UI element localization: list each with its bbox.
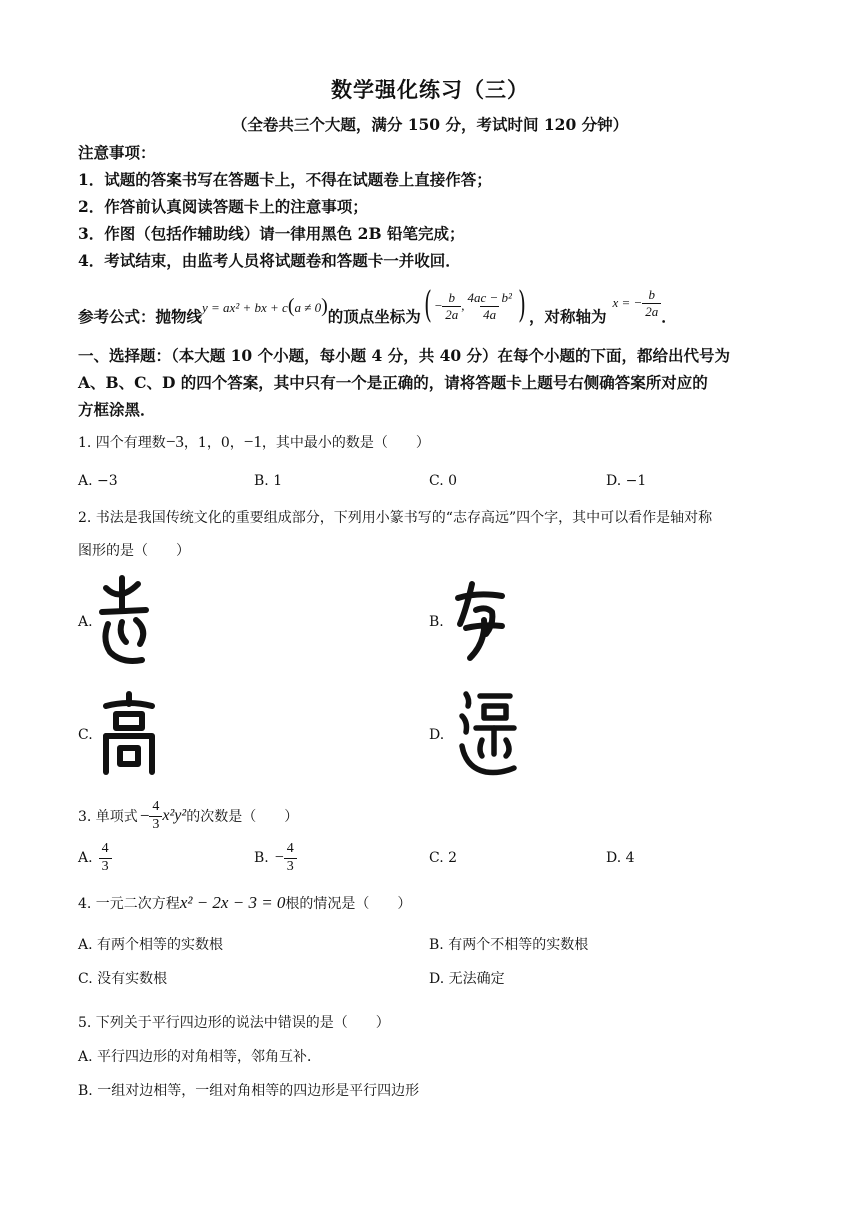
note-item: 2．作答前认真阅读答题卡上的注意事项；: [78, 197, 368, 216]
vertex-label: 的顶点坐标为: [327, 307, 421, 326]
section-heading: 一、选择题：（本大题 10 个小题，每小题 4 分，共 40 分）在每个小题的下面，都给出代号为: [78, 346, 731, 365]
axis-lhs: x = −: [612, 295, 643, 310]
q1-stem-text: 1. 四个有理数: [78, 435, 166, 451]
q1-stem-text: ，1，0，: [183, 435, 244, 451]
parabola-equation: y = ax² + bx + c(a ≠ 0): [202, 294, 328, 317]
q3-stem-text: 的次数是（ ）: [186, 809, 299, 825]
option-d[interactable]: D. 无法确定: [429, 971, 505, 987]
question-3-stem: 3. 单项式 − $\frac{4}{3}$ x²y² 的次数是（ ）: [78, 798, 299, 832]
seal-character-cun-image: [452, 580, 508, 664]
option-a[interactable]: [78, 838, 112, 878]
question-5-stem: 5. 下列关于平行四边形的说法中错误的是（ ）: [78, 1015, 390, 1031]
reference-formula: [78, 280, 677, 332]
paren-left: (: [423, 285, 432, 326]
vertex-x-num: b: [448, 289, 455, 305]
q1-value: −3: [165, 432, 184, 451]
option-b-fraction: [284, 842, 297, 874]
frac-den: 3: [284, 858, 297, 875]
seal-character-zhi-image: [96, 574, 156, 670]
note-item: 1．试题的答案书写在答题卡上，不得在试题卷上直接作答；: [78, 170, 492, 189]
vertex-x-fraction: [442, 291, 461, 321]
formula-prefix: 参考公式：抛物线: [78, 307, 203, 326]
axis-num: b: [648, 286, 656, 302]
section-heading-line: A、B、C、D 的四个答案，其中只有一个是正确的，请将答题卡上题号右侧确答案所对应的: [78, 373, 708, 392]
vertex-y-fraction: [464, 291, 514, 321]
note-item: 3．作图（包括作辅助线）请一律用黑色 2B 铅笔完成；: [78, 224, 465, 243]
vertex-x-den: 2a: [442, 306, 461, 322]
question-1-stem: [78, 432, 430, 452]
option-a[interactable]: A. 平行四边形的对角相等，邻角互补．: [78, 1049, 322, 1065]
option-c[interactable]: C. 2: [429, 850, 458, 866]
q3-num: 4: [152, 798, 160, 814]
seal-character-gao-image: [98, 690, 160, 776]
q4-stem-text: 4. 一元二次方程: [78, 896, 180, 912]
vertex-y-num: 4ac − b²: [467, 289, 512, 305]
question-4-stem: [78, 893, 411, 913]
option-c[interactable]: C.: [78, 727, 93, 743]
option-d[interactable]: D. 4: [606, 850, 635, 866]
option-a[interactable]: A. −3: [78, 473, 118, 489]
exam-info: （全卷共三个大题，满分 150 分，考试时间 120 分钟）: [231, 115, 629, 134]
option-b[interactable]: B. − $\frac{4}{3}$: [254, 838, 297, 878]
q3-monomial: x²y²: [162, 807, 187, 824]
q1-stem-text: ，其中最小的数是（ ）: [261, 435, 430, 451]
option-a[interactable]: A. 有两个相等的实数根: [78, 937, 224, 953]
axis-label: ，对称轴为: [528, 307, 607, 326]
page-title: 数学强化练习（三）: [331, 77, 529, 102]
formula-end: ．: [661, 307, 677, 326]
notes-heading: 注意事项：: [78, 143, 156, 162]
option-b[interactable]: B.: [429, 614, 444, 630]
option-c[interactable]: C. 0: [429, 473, 458, 489]
option-b[interactable]: B. 有两个不相等的实数根: [429, 937, 589, 953]
question-2-stem: 2. 书法是我国传统文化的重要组成部分，下列用小篆书写的“志存高远”四个字，其中可以看作是轴对称: [78, 510, 713, 526]
option-c[interactable]: C. 没有实数根: [78, 971, 168, 987]
option-b[interactable]: B. 1: [254, 473, 283, 489]
axis-fraction: [642, 288, 661, 318]
option-label: B.: [254, 850, 269, 866]
option-d[interactable]: D.: [429, 727, 445, 743]
frac-num: 4: [286, 840, 294, 856]
option-a-fraction: [99, 842, 112, 874]
question-2-stem-line: 图形的是（ ）: [78, 543, 190, 559]
vertex-coordinates: ( − $\frac{b}{2a}$ , $\frac{\text{4ac − b²}}{4a}$ ): [423, 285, 526, 326]
option-a[interactable]: A.: [78, 614, 93, 630]
option-label: A.: [78, 850, 93, 866]
q4-equation: x² − 2x − 3 = 0: [179, 893, 286, 912]
parabola-condition: a ≠ 0: [294, 299, 322, 315]
option-b[interactable]: B. 一组对边相等，一组对角相等的四边形是平行四边形: [78, 1083, 420, 1099]
axis-formula: [612, 288, 661, 318]
q1-value: −1: [243, 432, 262, 451]
paren-right: ): [518, 285, 526, 326]
q3-coefficient-fraction: [149, 800, 162, 832]
axis-den: 2a: [642, 303, 661, 319]
frac-den: 3: [99, 858, 112, 875]
option-d[interactable]: D. −1: [606, 473, 647, 489]
parabola-expr: y = ax² + bx + c: [202, 299, 288, 315]
vertex-y-den: 4a: [480, 306, 499, 322]
q4-stem-text: 根的情况是（ ）: [285, 896, 412, 912]
q3-stem-text: 3. 单项式: [78, 809, 138, 825]
section-heading-line: 方框涂黑．: [78, 400, 156, 419]
q3-den: 3: [149, 816, 162, 833]
note-item: 4．考试结束，由监考人员将试题卷和答题卡一并收回．: [78, 251, 461, 270]
frac-num: 4: [101, 840, 109, 856]
seal-character-yuan-image: [456, 688, 518, 782]
